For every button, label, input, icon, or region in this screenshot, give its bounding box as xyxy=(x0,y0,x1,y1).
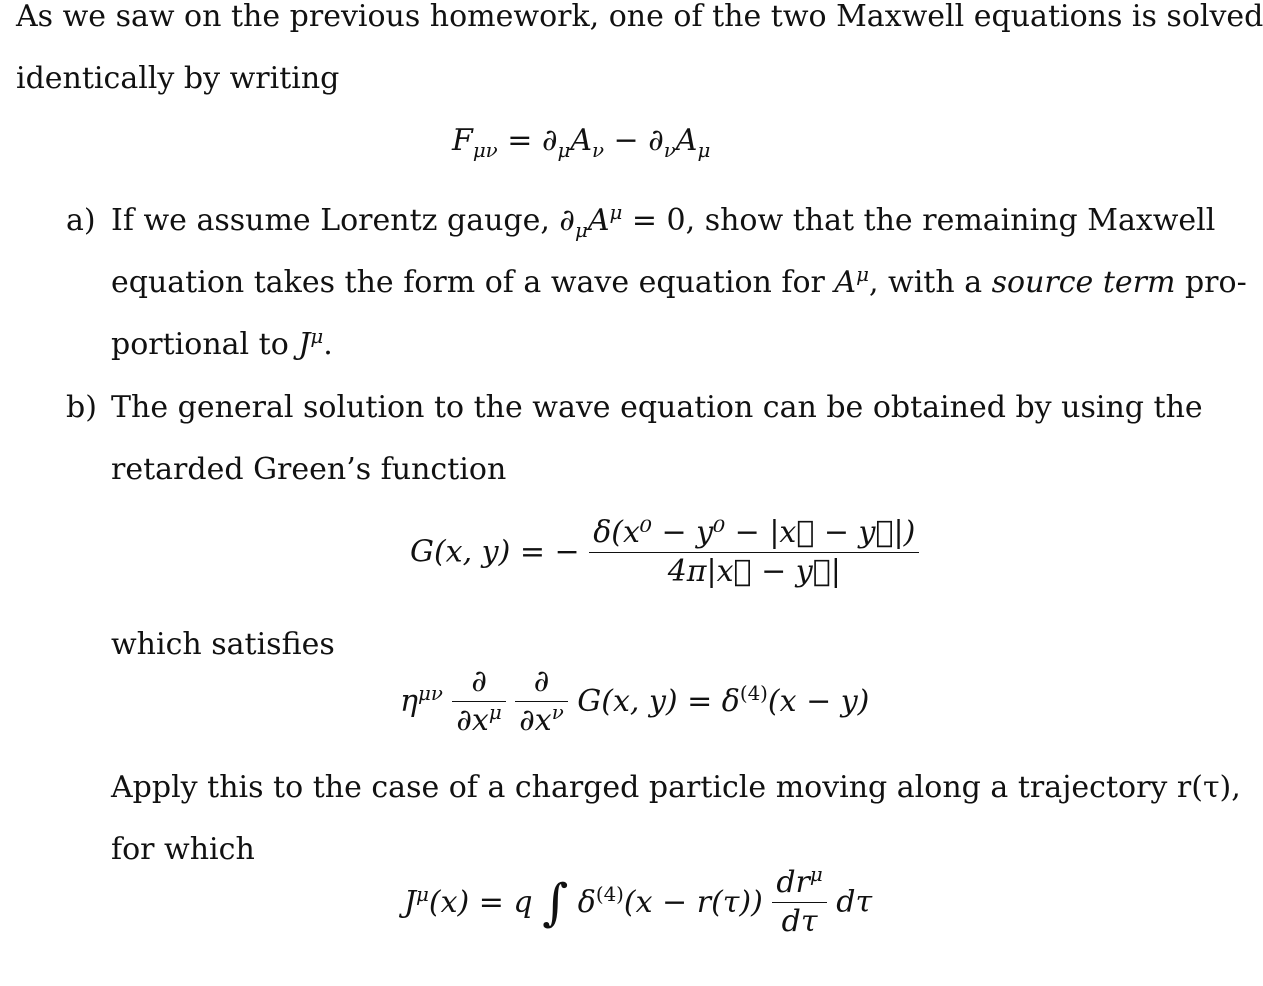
apply-line-2: for which xyxy=(111,832,255,867)
integral-sign: ∫ xyxy=(542,873,569,932)
part-a-line-1: If we assume Lorentz gauge, $\partial_\mu A^\mu = 0$, show that the remaining Maxwell xyxy=(111,201,1216,242)
part-a-marker: a) xyxy=(66,203,96,238)
part-a-line-2: equation takes the form of a wave equation for $A^\mu$, with a source term pro- xyxy=(111,263,1247,300)
intro-line-1: As we saw on the previous homework, one of the two Maxwell equations is solved xyxy=(16,0,1263,34)
part-b-line-2: retarded Green’s function xyxy=(111,452,507,487)
intro-line-2: identically by writing xyxy=(16,61,340,96)
part-a-line-3: portional to $J^\mu$. xyxy=(111,325,333,362)
apply-line-1: Apply this to the case of a charged particle moving along a trajectory r(τ), xyxy=(111,770,1241,805)
part-b-marker: b) xyxy=(66,390,97,425)
part-b-line-1: The general solution to the wave equation can be obtained by using the xyxy=(111,390,1203,425)
equation-current: $J^\mu(x) = q$ ∫ $\delta^{(4)}(x - r(\tau))$ $\frac{dr^\mu}{d\tau}$ dτ xyxy=(404,863,873,939)
equation-field-tensor: $F_{\mu\nu} = \partial_\mu A_\nu - \partial_\nu A_\mu$ xyxy=(452,123,711,162)
equation-green-function: G(x, y) = − $\frac{\text{δ(x⁰ − y⁰ − |x⃗ − y⃗|)}}{4\pi|x⃗ - y⃗|}$ xyxy=(410,518,919,587)
which-satisfies: which satisfies xyxy=(111,627,335,662)
equation-wave-operator: $\eta^{\mu\nu}$ $\frac{\partial}{\partial x^\mu}$ $\frac{\partial}{\partial x^\nu}$ G(x, $y) = \delta^{(4)}(x - y)$ xyxy=(400,664,870,738)
